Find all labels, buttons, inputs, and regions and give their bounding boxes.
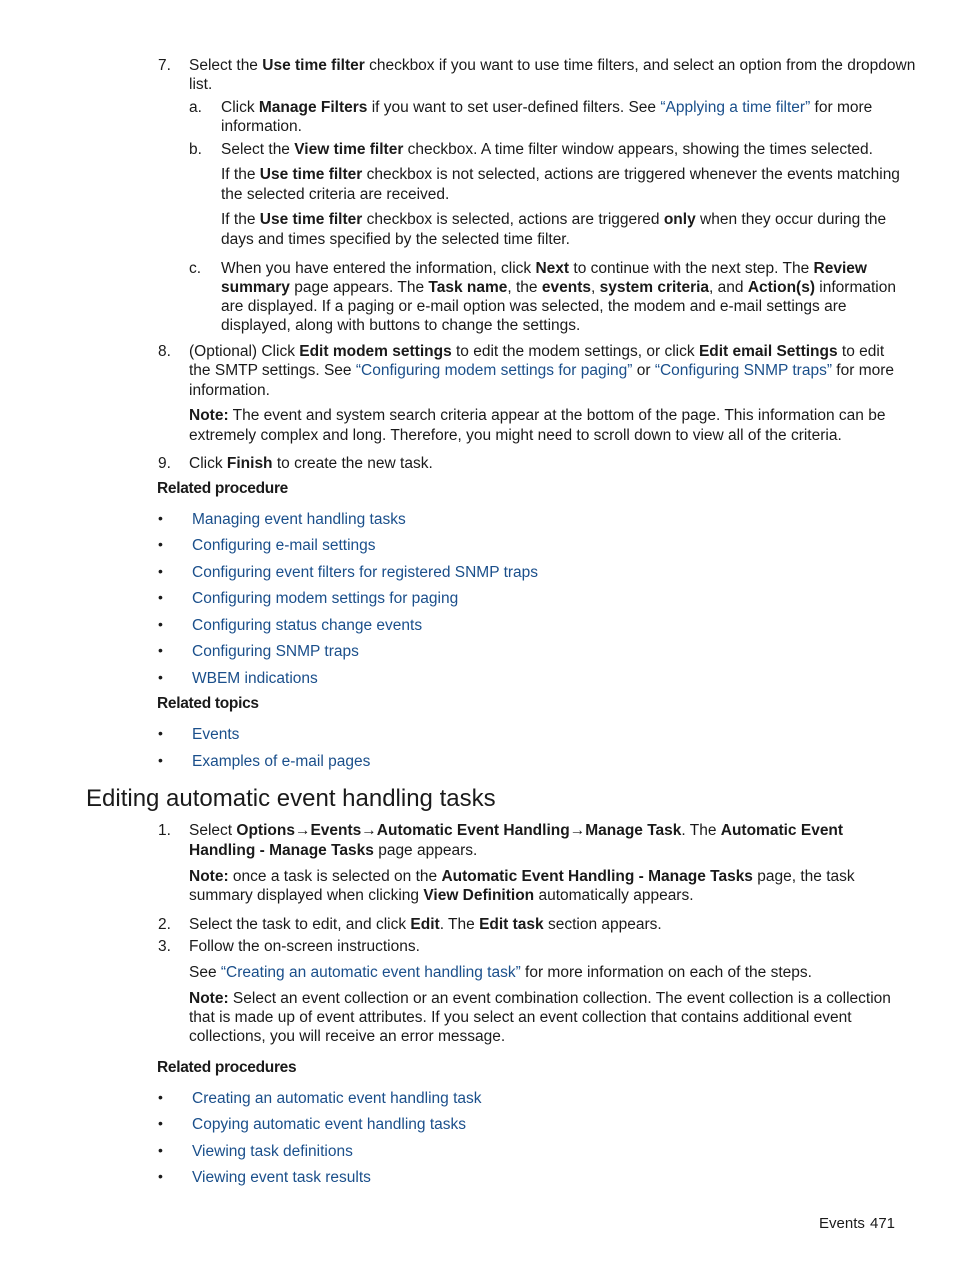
bullet: • [158, 1115, 163, 1131]
step7c-line3: are displayed. If a paging or e-mail option was selected, the modem and e-mail settings are [221, 298, 847, 315]
step7b-para1-line2: the selected criteria are received. [221, 186, 450, 203]
bullet: • [158, 616, 163, 632]
footer-section-name: Events [819, 1215, 865, 1232]
step8-note-line2: extremely complex and long. Therefore, you might need to scroll down to view all of the criteria. [189, 427, 842, 444]
step7c-line2: summary page appears. The Task name, the events, system criteria, and Action(s) information [221, 279, 896, 296]
bullet: • [158, 536, 163, 552]
link-applying-time-filter[interactable]: “Applying a time filter” [660, 99, 811, 116]
step7c-line1: When you have entered the information, click Next to continue with the next step. The Review [221, 260, 867, 277]
step7b-line1: Select the View time filter checkbox. A time filter window appears, showing the times selected. [221, 141, 873, 158]
bullet: • [158, 642, 163, 658]
bullet: • [158, 589, 163, 605]
step7-line2: list. [189, 76, 213, 93]
related-procedure-heading: Related procedure [157, 480, 288, 497]
section-step3-note-line3: collections, you will receive an error message. [189, 1028, 506, 1045]
related-procedures-link[interactable]: Viewing event task results [192, 1169, 371, 1186]
related-procedure-link[interactable]: WBEM indications [192, 670, 318, 687]
section-title: Editing automatic event handling tasks [86, 785, 496, 812]
bullet: • [158, 669, 163, 685]
related-procedure-link[interactable]: Managing event handling tasks [192, 511, 406, 528]
step-number: 1. [158, 822, 171, 839]
step7b-para2-line1: If the Use time filter checkbox is selected, actions are triggered only when they occur during the [221, 211, 887, 228]
step7a-line1: Click Manage Filters if you want to set user-defined filters. See “Applying a time filter” for more [221, 99, 873, 116]
step7b-para1-line1: If the Use time filter checkbox is not selected, actions are triggered whenever the events matching [221, 166, 900, 183]
step-number: 8. [158, 343, 171, 360]
section-step3-see: See “Creating an automatic event handling task” for more information on each of the steps. [189, 964, 812, 981]
arrow-icon: → [294, 822, 311, 839]
section-step3-note-line1: Note: Select an event collection or an event combination collection. The event collection is a collection [189, 990, 891, 1007]
bullet: • [158, 510, 163, 526]
bullet: • [158, 725, 163, 741]
related-procedure-link[interactable]: Configuring e-mail settings [192, 537, 376, 554]
section-step2-line: Select the task to edit, and click Edit. The Edit task section appears. [189, 916, 662, 933]
bullet: • [158, 1142, 163, 1158]
related-procedure-link[interactable]: Configuring event filters for registered SNMP traps [192, 564, 539, 581]
step-number: 3. [158, 938, 171, 955]
step8-note-line1: Note: The event and system search criteria appear at the bottom of the page. This information can be [189, 407, 886, 424]
substep-letter: a. [189, 99, 202, 116]
step9-line: Click Finish to create the new task. [189, 455, 433, 472]
step-number: 2. [158, 916, 171, 933]
related-procedures-link[interactable]: Creating an automatic event handling task [192, 1090, 482, 1107]
related-procedure-link[interactable]: Configuring SNMP traps [192, 643, 359, 660]
link-creating-automatic-task[interactable]: “Creating an automatic event handling task” [220, 964, 521, 981]
related-topics-heading: Related topics [157, 695, 259, 712]
step8-line2: the SMTP settings. See “Configuring modem settings for paging” or “Configuring SNMP traps” for more [189, 362, 895, 379]
step8-line1: (Optional) Click Edit modem settings to edit the modem settings, or click Edit email Settings to edit [189, 343, 885, 360]
step7-line1: Select the Use time filter checkbox if you want to use time filters, and select an option from the dropdown [189, 57, 916, 74]
section-step3-line: Follow the on-screen instructions. [189, 938, 420, 955]
section-step1-note-line1: Note: once a task is selected on the Automatic Event Handling - Manage Tasks page, the task [189, 868, 855, 885]
step7c-line4: displayed, along with buttons to change the settings. [221, 317, 581, 334]
step-number: 7. [158, 57, 171, 74]
bullet: • [158, 563, 163, 579]
related-topic-link[interactable]: Examples of e-mail pages [192, 753, 371, 770]
section-step3-note-line2: that is made up of event attributes. If you select an event collection that contains additional event [189, 1009, 852, 1026]
substep-letter: b. [189, 141, 202, 158]
related-procedures-link[interactable]: Viewing task definitions [192, 1143, 353, 1160]
link-configuring-snmp-traps[interactable]: “Configuring SNMP traps” [654, 362, 832, 379]
related-topic-link[interactable]: Events [192, 726, 240, 743]
link-configuring-modem-settings[interactable]: “Configuring modem settings for paging” [355, 362, 633, 379]
bullet: • [158, 1089, 163, 1105]
step7b-para2-line2: days and times specified by the selected time filter. [221, 231, 570, 248]
arrow-icon: → [361, 822, 377, 839]
bullet: • [158, 1168, 163, 1184]
substep-letter: c. [189, 260, 202, 277]
arrow-icon: → [569, 822, 586, 839]
related-procedures-link[interactable]: Copying automatic event handling tasks [192, 1116, 466, 1133]
related-procedure-link[interactable]: Configuring modem settings for paging [192, 590, 459, 607]
related-procedures-heading: Related procedures [157, 1059, 297, 1076]
bullet: • [158, 752, 163, 768]
section-step1-note-line2: summary displayed when clicking View Definition automatically appears. [189, 887, 694, 904]
section-step1-line2: Handling - Manage Tasks page appears. [189, 842, 478, 859]
page-number: 471 [870, 1215, 896, 1232]
step-number: 9. [158, 455, 171, 472]
step8-line3: information. [189, 382, 270, 399]
section-step1-line1: Select Options→Events→Automatic Event Handling→Manage Task. The Automatic Event [189, 822, 844, 839]
related-procedure-link[interactable]: Configuring status change events [192, 617, 423, 634]
step7a-line2: information. [221, 118, 302, 135]
